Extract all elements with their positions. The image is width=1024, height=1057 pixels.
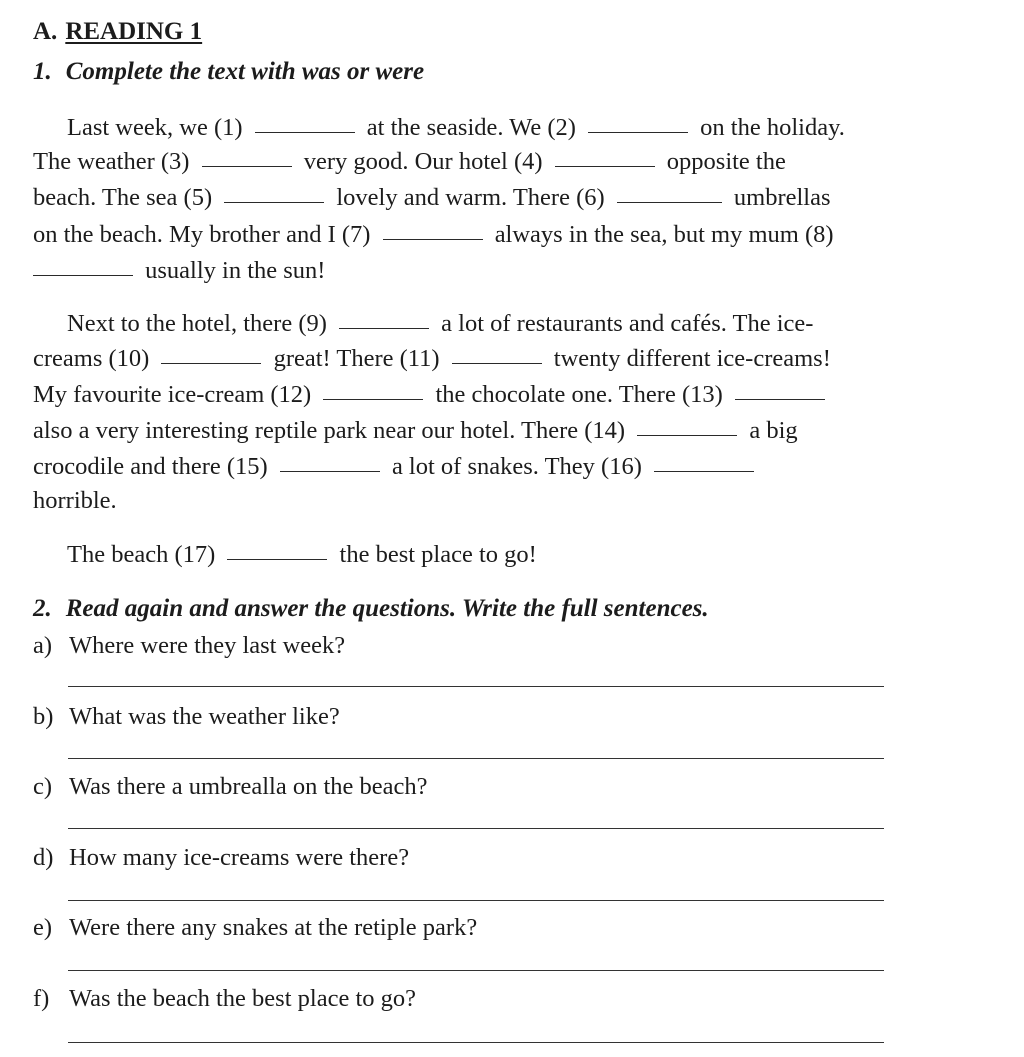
question-e: e) Were there any snakes at the retiple park?	[33, 914, 478, 941]
text-line-3: beach. The sea (5) lovely and warm. There (6) umbrellas	[33, 184, 831, 211]
task2-heading	[33, 595, 709, 623]
blank-5[interactable]	[224, 201, 324, 203]
text-line-1: Last week, we (1) at the seaside. We (2) on the holiday.	[67, 114, 845, 141]
answer-line-c[interactable]	[68, 828, 884, 829]
text-line-9: also a very interesting reptile park near our hotel. There (14) a big	[33, 417, 798, 444]
blank-10[interactable]	[161, 362, 261, 364]
blank-3[interactable]	[202, 165, 292, 167]
task1-number: 1.	[33, 58, 52, 85]
question-c: c) Was there a umbrealla on the beach?	[33, 773, 428, 800]
answer-line-f[interactable]	[68, 1042, 884, 1043]
blank-16[interactable]	[654, 470, 754, 472]
text-line-12: The beach (17) the best place to go!	[67, 541, 537, 568]
text-line-10: crocodile and there (15) a lot of snakes. They (16)	[33, 452, 760, 482]
blank-15[interactable]	[280, 470, 380, 472]
task2-instruction: Read again and answer the questions. Write the full sentences.	[65, 595, 709, 622]
section-letter: A.	[33, 18, 58, 45]
text-line-11: horrible.	[33, 487, 117, 514]
text-line-6: Next to the hotel, there (9) a lot of restaurants and cafés. The ice-	[67, 310, 814, 337]
blank-1[interactable]	[255, 131, 355, 133]
task1-heading	[33, 58, 424, 86]
answer-line-e[interactable]	[68, 970, 884, 971]
answer-line-a[interactable]	[68, 686, 884, 687]
blank-6[interactable]	[617, 201, 722, 203]
blank-12[interactable]	[323, 398, 423, 400]
text-line-5: usually in the sun!	[33, 256, 325, 286]
section-heading	[33, 18, 202, 46]
blank-9[interactable]	[339, 327, 429, 329]
answer-line-d[interactable]	[68, 900, 884, 901]
question-f: f) Was the beach the best place to go?	[33, 985, 417, 1012]
blank-2[interactable]	[588, 131, 688, 133]
blank-4[interactable]	[555, 165, 655, 167]
blank-7[interactable]	[383, 238, 483, 240]
answer-line-b[interactable]	[68, 758, 884, 759]
question-b: b) What was the weather like?	[33, 703, 340, 730]
text-line-4: on the beach. My brother and I (7) always in the sea, but my mum (8)	[33, 221, 834, 248]
text-line-8: My favourite ice-cream (12) the chocolate one. There (13)	[33, 380, 831, 410]
task2-number: 2.	[33, 595, 52, 622]
blank-14[interactable]	[637, 434, 737, 436]
blank-8[interactable]	[33, 274, 133, 276]
blank-17[interactable]	[227, 558, 327, 560]
blank-11[interactable]	[452, 362, 542, 364]
text-line-7: creams (10) great! There (11) twenty different ice-creams!	[33, 345, 831, 372]
blank-13[interactable]	[735, 398, 825, 400]
text-line-2: The weather (3) very good. Our hotel (4) opposite the	[33, 148, 786, 175]
task1-instruction: Complete the text with was or were	[65, 58, 425, 85]
section-title: READING 1	[65, 18, 203, 45]
question-a: a) Where were they last week?	[33, 632, 346, 659]
question-d: d) How many ice-creams were there?	[33, 844, 410, 871]
